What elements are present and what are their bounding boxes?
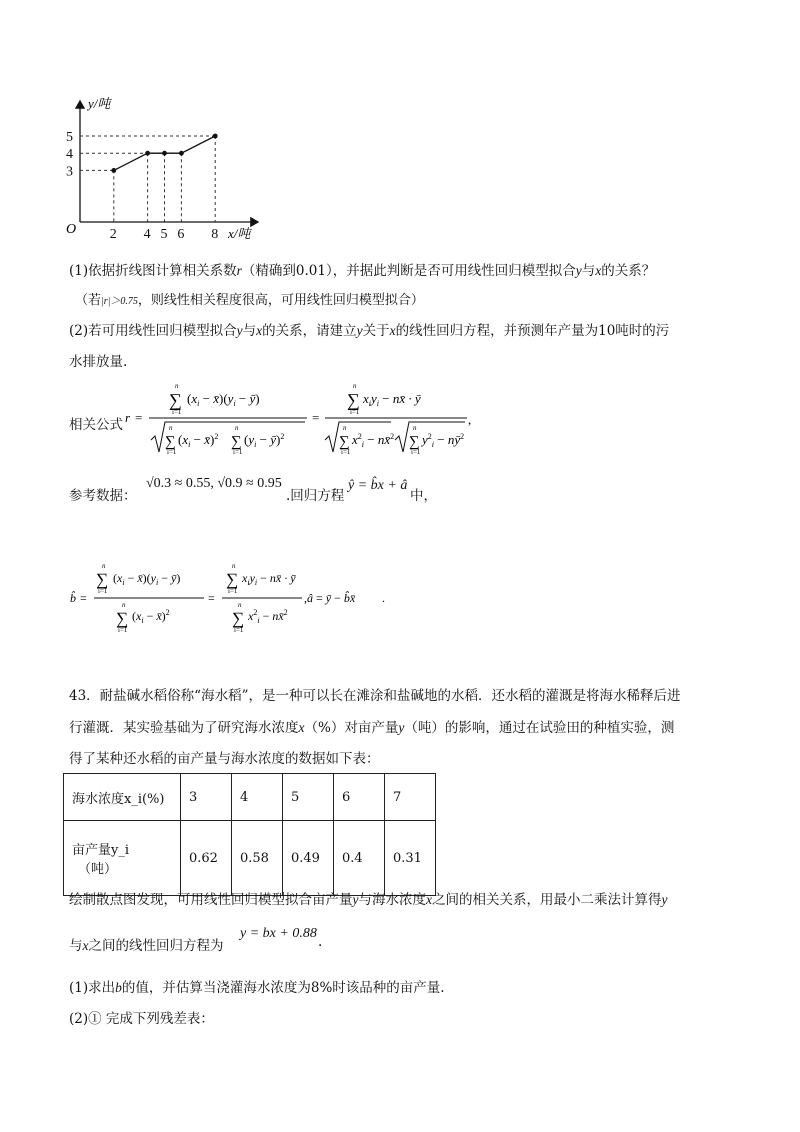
q43-after-b: 与海水浓度 xyxy=(358,892,426,908)
origin-label: O xyxy=(66,222,77,237)
svg-text:n: n xyxy=(232,562,236,570)
q43-line2 xyxy=(69,716,674,736)
corr-label: 相关公式 xyxy=(69,417,123,433)
q43-after xyxy=(69,888,668,908)
data-table xyxy=(63,773,436,896)
y-tick-label: 5 xyxy=(66,130,73,145)
table-header-yield-a: 亩产量y_i xyxy=(72,843,130,858)
table-header-concentration: 海水浓度x_i(%) xyxy=(64,774,181,821)
q43-part1-a: (1)求出 xyxy=(69,980,116,996)
svg-text:x2i − nx̄2: $x^2_i$ − nx̄$^2$ xyxy=(248,608,288,625)
graph-point xyxy=(111,168,116,173)
q43-line2-c: （吨）的影响，通过在试验田的种植实验，测 xyxy=(404,720,675,736)
svg-text:y2i − nȳ2: $y^2_i$ − $nȳ^2$ xyxy=(422,432,465,449)
q43-eq-end: . xyxy=(318,934,323,950)
table-cell: 0.4 xyxy=(334,821,385,896)
svg-text:∑: ∑ xyxy=(409,434,420,450)
svg-text:n: n xyxy=(343,424,347,432)
svg-text:∑: ∑ xyxy=(169,390,182,410)
svg-text:=: = xyxy=(135,410,143,425)
svg-text:∑: ∑ xyxy=(116,609,129,628)
svg-text:i=1: i=1 xyxy=(350,408,360,416)
x-tick-label: 4 xyxy=(143,227,151,242)
q43-eq-b: 之间的线性回归方程为 xyxy=(88,938,224,954)
table-cell: 6 xyxy=(334,774,385,821)
svg-text:n: n xyxy=(235,424,239,432)
svg-text:(xi − x̄)(yi − ȳ): ($x_i$ − $x̄)(y_i$ − ȳ) xyxy=(187,391,260,408)
graph-point xyxy=(162,151,167,156)
table-cell: 0.58 xyxy=(232,821,283,896)
table-cell: 4 xyxy=(232,774,283,821)
svg-text:∑: ∑ xyxy=(347,390,360,410)
svg-text:∑: ∑ xyxy=(226,570,239,589)
table-cell: 0.49 xyxy=(283,821,334,896)
svg-text:i=1: i=1 xyxy=(233,448,243,456)
svg-text:n: n xyxy=(413,424,417,432)
svg-text:i=1: i=1 xyxy=(172,408,182,416)
svg-text:,: , xyxy=(468,412,472,427)
slope-formula xyxy=(70,560,390,638)
q43-after-x: x xyxy=(426,892,432,907)
x-tick-label: 6 xyxy=(177,227,185,242)
ref-equation: ŷ = b̂x + â xyxy=(348,478,408,493)
ref-label: 参考数据： xyxy=(69,488,137,504)
line-graph xyxy=(60,95,270,245)
q43-line1: 43．耐盐碱水稻俗称“海水稻”，是一种可以长在滩涂和盐碱地的水稻．还水稻的灌溉是将海水稀释后进 xyxy=(69,688,681,704)
q42-part1 xyxy=(69,259,655,279)
q43-line3: 得了某种还水稻的亩产量与海水浓度的数据如下表： xyxy=(69,751,380,767)
q42-part2-y: y xyxy=(236,323,243,338)
q42-part1-text-a: (1)依据折线图计算相关系数 xyxy=(69,263,237,279)
q42-part1-text-c: 与 xyxy=(581,263,596,279)
svg-text:,â = ȳ − b̂x̄: ,â = ȳ − b̂x̄ xyxy=(304,591,356,605)
svg-text:xiyi − nx̄ · ȳ: $x_iy_i$ − nx̄ · ȳ xyxy=(363,391,421,408)
ref-reg-label: .回归方程 xyxy=(286,488,345,504)
q42-part1-text-d: 的关系？ xyxy=(601,263,656,279)
svg-text:(xi − x̄)(yi − ȳ): ($x_i$ − $x̄)(y_i$ − ȳ) xyxy=(113,571,181,587)
svg-text:.: . xyxy=(382,591,385,605)
table-header-yield xyxy=(64,821,181,896)
table-cell: 0.31 xyxy=(385,821,436,896)
x-tick-label: 8 xyxy=(211,227,219,242)
svg-text:r: r xyxy=(125,410,131,425)
svg-text:i=1: i=1 xyxy=(411,448,421,456)
x-tick-label: 2 xyxy=(109,227,117,242)
table-cell: 0.62 xyxy=(181,821,232,896)
svg-text:∑: ∑ xyxy=(232,609,245,628)
q42-part1-y: y xyxy=(575,263,582,278)
q43-after-y: y xyxy=(352,892,359,907)
q42-note-a: （若 xyxy=(75,293,102,308)
svg-text:=: = xyxy=(80,591,87,605)
svg-text:∑: ∑ xyxy=(339,434,350,450)
q43-after-y2: y xyxy=(661,892,668,907)
q42-part2-x2: x xyxy=(389,323,396,338)
table-row xyxy=(64,821,436,896)
q42-part1-text-b: （精确到0.01），并据此判断是否可用线性回归模型拟合 xyxy=(241,263,576,279)
svg-text:(xi − x̄)2: ($x_i$ − x̄)$^2$ xyxy=(132,608,170,625)
ref-end: 中， xyxy=(410,488,437,504)
svg-text:∑: ∑ xyxy=(165,434,176,450)
q42-part2-line2: 水排放量. xyxy=(69,354,128,370)
svg-text:=: = xyxy=(312,410,320,425)
y-tick-label: 3 xyxy=(66,164,73,180)
q42-note-b: ，则线性相关程度很高，可用线性回归模型拟合） xyxy=(137,293,424,308)
table-cell: 3 xyxy=(181,774,232,821)
q43-part1-b: b xyxy=(115,980,122,995)
svg-text:x2i − nx̄2: $x^2_i$ − nx̄$^2$ xyxy=(352,432,395,449)
svg-text:i=1: i=1 xyxy=(98,587,108,595)
svg-text:∑: ∑ xyxy=(96,570,109,589)
svg-text:n: n xyxy=(353,382,357,390)
q43-line2-a: 行灌溉．某实验基础为了研究海水浓度 xyxy=(69,720,299,736)
q42-part2-b: 与 xyxy=(242,323,257,339)
svg-text:∑: ∑ xyxy=(231,434,242,450)
q43-eq-line xyxy=(69,934,224,954)
table-cell: 7 xyxy=(385,774,436,821)
q43-line2-x: x xyxy=(298,720,305,735)
q43-part1-c: 的值，并估算当浇灌海水浓度为8%时该品种的亩产量. xyxy=(121,980,445,996)
graph-point xyxy=(145,151,150,156)
graph-point xyxy=(179,151,184,156)
q43-line2-b: （%）对亩产量 xyxy=(304,720,399,736)
ref-values: √0.3 ≈ 0.55, √0.9 ≈ 0.95 xyxy=(146,476,282,491)
x-tick-label: 5 xyxy=(160,227,168,242)
table-cell: 5 xyxy=(283,774,334,821)
svg-text:n: n xyxy=(175,382,179,390)
q43-after-c: 之间的相关关系，用最小二乘法计算得 xyxy=(432,892,662,908)
q42-part2-a: (2)若可用线性回归模型拟合 xyxy=(69,323,237,339)
y-axis-label: y/吨 xyxy=(88,96,111,111)
q42-part2-d: 关于 xyxy=(362,323,390,339)
svg-text:n: n xyxy=(102,562,106,570)
table-row xyxy=(64,774,436,821)
q43-equation: y = bx + 0.88 xyxy=(240,926,317,941)
q43-part1 xyxy=(69,976,445,996)
q42-part2-e: 的线性回归方程，并预测年产量为10吨时的污 xyxy=(395,323,670,339)
graph-point xyxy=(213,134,218,139)
q43-eq-a: 与 xyxy=(69,938,83,954)
svg-text:n: n xyxy=(122,601,126,609)
svg-text:n: n xyxy=(169,424,173,432)
q42-part1-x: x xyxy=(595,263,602,278)
ref-line xyxy=(69,484,137,504)
q43-line2-y: y xyxy=(398,720,405,735)
q42-part2-x: x xyxy=(256,323,263,338)
svg-text:(xi − x̄)2: ($x_i$ − x̄)$^2$ xyxy=(178,432,219,449)
q42-part2-y2: y xyxy=(356,323,363,338)
table-header-yield-b: （吨） xyxy=(78,862,118,877)
svg-text:=: = xyxy=(208,591,215,605)
svg-text:xiyi − nx̄ · ȳ: $x_iy_i$ − nx̄ · ȳ xyxy=(242,571,296,587)
svg-text:i=1: i=1 xyxy=(234,626,244,634)
svg-text:i=1: i=1 xyxy=(118,626,128,634)
q43-eq-x: x xyxy=(82,938,89,953)
y-tick-label: 4 xyxy=(66,147,73,163)
x-axis-label: x/吨 xyxy=(228,226,251,241)
svg-text:b̂: b̂ xyxy=(70,591,76,605)
q42-note xyxy=(75,289,424,308)
svg-text:n: n xyxy=(238,601,242,609)
q42-note-cond: |r|＞0.75 xyxy=(101,296,138,307)
q43-part2: (2)① 完成下列残差表： xyxy=(69,1011,214,1027)
svg-text:(yi − ȳ)2: ($y_i$ − ȳ)$^2$ xyxy=(244,432,285,449)
q42-part2 xyxy=(69,319,669,339)
q43-after-a: 绘制散点图发现，可用线性回归模型拟合亩产量 xyxy=(69,892,353,908)
q42-part1-var: r xyxy=(236,263,242,278)
svg-text:i=1: i=1 xyxy=(341,448,351,456)
q42-part2-c: 的关系，请建立 xyxy=(262,323,357,339)
svg-text:i=1: i=1 xyxy=(167,448,177,456)
svg-text:i=1: i=1 xyxy=(228,587,238,595)
correlation-formula xyxy=(125,378,475,460)
